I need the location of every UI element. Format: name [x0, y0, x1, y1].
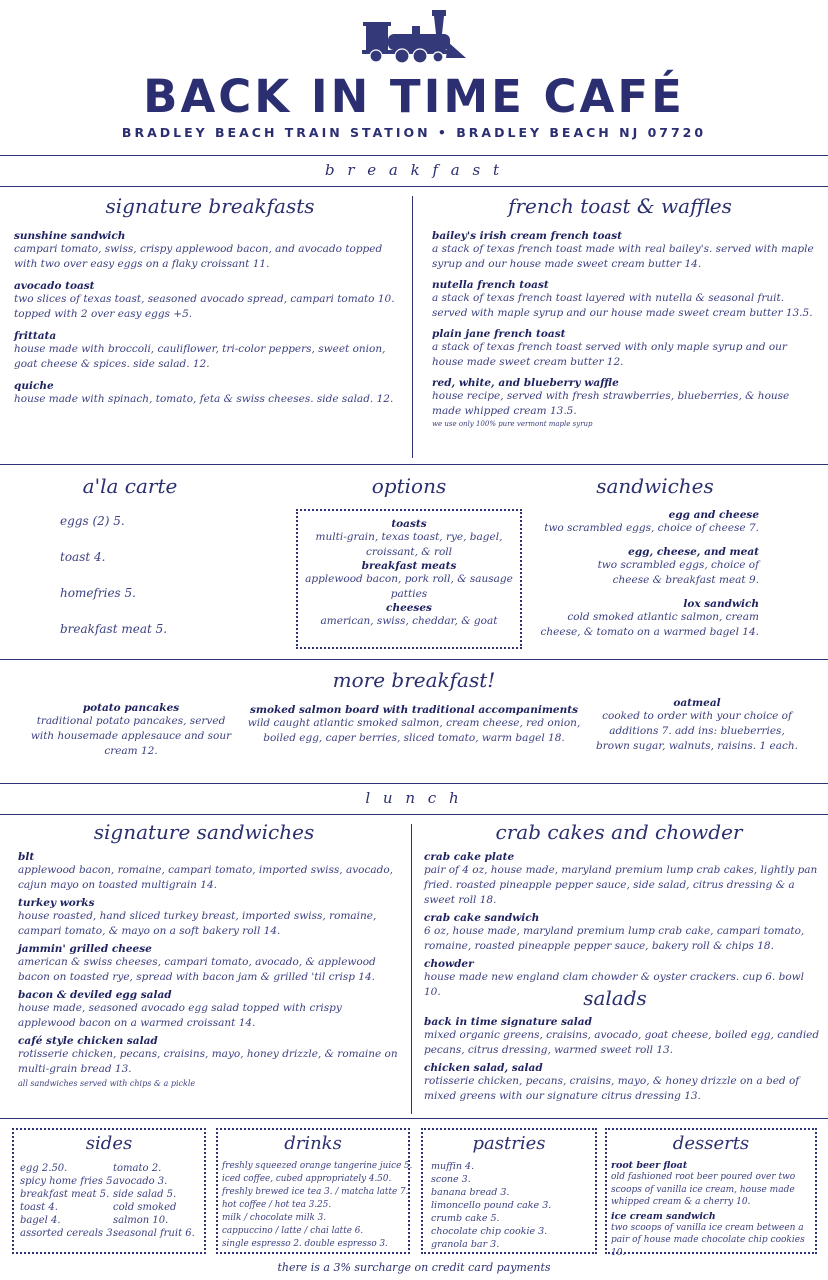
item-desc: rotisserie chicken, pecans, craisins, mayo, & honey drizzle on a bed of mixed greens with our signature citrus dressing 13. [424, 1075, 800, 1102]
item-name: chicken salad, salad [424, 1062, 543, 1074]
divider [0, 186, 828, 187]
item-desc: applewood bacon, romaine, campari tomato, imported swiss, avocado, cajun mayo on toasted multigrain 14. [18, 864, 394, 891]
a-la-carte-title: a'la carte [82, 474, 178, 498]
credit-card-surcharge-note: there is a 3% surcharge on credit card payments [277, 1261, 551, 1274]
pastry-item: limoncello pound cake 3. [431, 1200, 552, 1211]
option-group-name: toasts [391, 518, 427, 530]
item-desc: house recipe, served with fresh strawberries, blueberries, & house made whipped cream 13.5. [432, 390, 790, 417]
crab-cakes-title: crab cakes and chowder [495, 820, 743, 844]
menu-item [14, 330, 406, 372]
item-desc: pair of 4 oz, house made, maryland premium lump crab cakes, lightly pan fried. roasted pineapple pepper sauce, side salad, citrus dressing & a sweet roll 18. [424, 864, 818, 906]
signature-breakfasts-title: signature breakfasts [105, 194, 315, 218]
options-list [300, 518, 518, 629]
a-la-carte-item: breakfast meat 5. [60, 622, 168, 636]
item-desc: a stack of texas french toast served with only maple syrup and our house made sweet cream butter 12. [432, 341, 787, 368]
item-name: oatmeal [673, 697, 721, 709]
item-name: potato pancakes [82, 702, 180, 714]
side-item: cold smoked [113, 1202, 177, 1213]
item-name: ice cream sandwich [611, 1210, 716, 1222]
pastries-title: pastries [472, 1133, 546, 1154]
signature-sandwiches-list [18, 851, 398, 1088]
item-desc: two scoops of vanilla ice cream between a pair of house made chocolate chip cookies 10. [611, 1222, 805, 1258]
drinks-title: drinks [284, 1133, 342, 1154]
item-name: red, white, and blueberry waffle [432, 377, 619, 389]
menu-item [14, 230, 406, 272]
side-item: avocado 3. [113, 1176, 168, 1187]
menu-item [18, 851, 398, 893]
item-desc: a stack of texas french toast layered with nutella & seasonal fruit. served with maple syrup and our house made sweet cream butter 13.5. [432, 292, 813, 319]
pastry-item: scone 3. [431, 1174, 471, 1185]
item-name: plain jane french toast [432, 328, 566, 340]
menu-item [18, 1035, 398, 1077]
item-name: frittata [14, 330, 57, 342]
drink-item: iced coffee, cubed appropriately 4.50. [222, 1174, 392, 1184]
item-desc: two scrambled eggs, choice of cheese & breakfast meat 9. [597, 559, 759, 586]
sides-col-1 [20, 1162, 116, 1240]
column-divider [412, 196, 413, 458]
item-name: café style chicken salad [18, 1035, 158, 1047]
more-breakfast-title: more breakfast! [332, 668, 496, 692]
pastry-item: banana bread 3. [431, 1187, 510, 1198]
item-name: egg and cheese [668, 509, 759, 521]
menu-item [432, 279, 818, 321]
item-name: bacon & deviled egg salad [18, 989, 172, 1001]
pastry-item: crumb cake 5. [431, 1213, 500, 1224]
train-locomotive-icon [360, 8, 470, 64]
drink-item: hot coffee / hot tea 3.25. [222, 1200, 332, 1210]
item-name: nutella french toast [432, 279, 549, 291]
drink-item: freshly squeezed orange tangerine juice 5. [222, 1161, 413, 1171]
french-toast-list [432, 230, 818, 428]
a-la-carte-item: homefries 5. [60, 586, 136, 600]
maple-syrup-note: we use only 100% pure vermont maple syrup [432, 420, 593, 428]
item-desc: house made with spinach, tomato, feta & swiss cheeses. side salad. 12. [14, 393, 394, 405]
item-desc: house roasted, hand sliced turkey breast, imported swiss, romaine, campari tomato, & mayo on a soft bakery roll 14. [18, 910, 377, 937]
menu-item [14, 380, 406, 407]
divider [0, 155, 828, 156]
item-desc: traditional potato pancakes, served with housemade applesauce and sour cream 12. [30, 715, 232, 757]
side-item: seasonal fruit 6. [113, 1228, 195, 1239]
a-la-carte-item: eggs (2) 5. [60, 514, 125, 528]
french-toast-title: french toast & waffles [508, 194, 732, 218]
side-item: toast 4. [20, 1202, 58, 1213]
menu-item [18, 943, 398, 985]
sandwiches-title: sandwiches [596, 474, 714, 498]
menu-item [14, 280, 406, 322]
pastry-item: muffin 4. [431, 1161, 475, 1172]
item-name: quiche [14, 380, 54, 392]
divider [0, 464, 828, 465]
item-desc: cooked to order with your choice of additions 7. add ins: blueberries, brown sugar, walnuts, raisins. 1 each. [596, 710, 798, 752]
item-desc: cold smoked atlantic salmon, cream cheese, & tomato on a warmed bagel 14. [540, 611, 759, 638]
pastries-list [431, 1160, 595, 1251]
item-name: crab cake plate [424, 851, 515, 863]
menu-item [432, 328, 818, 370]
menu-item [540, 598, 759, 640]
menu-item [424, 912, 822, 954]
item-name: jammin' grilled cheese [18, 943, 152, 955]
sandwiches-list [540, 509, 759, 640]
menu-item [432, 377, 818, 419]
item-desc: two slices of texas toast, seasoned avocado spread, campari tomato 10. topped with 2 over easy eggs +5. [14, 293, 395, 320]
item-name: chowder [424, 958, 474, 970]
divider [0, 814, 828, 815]
item-desc: house made new england clam chowder & oyster crackers. cup 6. bowl 10. [424, 971, 805, 998]
desserts-list [611, 1160, 814, 1259]
item-name: turkey works [18, 897, 95, 909]
drink-item: cappuccino / latte / chai latte 6. [222, 1226, 364, 1236]
item-name: lox sandwich [683, 598, 759, 610]
item-desc: house made, seasoned avocado egg salad topped with crispy applewood bacon on a warmed croissant 14. [18, 1002, 342, 1029]
item-desc: american & swiss cheeses, campari tomato, avocado, & applewood bacon on toasted rye, spread with bacon jam & grilled 'til crisp 14. [18, 956, 376, 983]
drink-item: freshly brewed ice tea 3. / matcha latte 7. [222, 1187, 409, 1197]
pastry-item: chocolate chip cookie 3. [431, 1226, 548, 1237]
menu-item [18, 989, 398, 1031]
item-name: root beer float [611, 1160, 688, 1171]
cafe-title: BACK IN TIME CAFÉ [143, 70, 685, 123]
item-desc: old fashioned root beer poured over two scoops of vanilla ice cream, house made whipped cream & a cherry 10. [611, 1172, 796, 1207]
option-group-name: cheeses [386, 602, 432, 614]
item-desc: rotisserie chicken, pecans, craisins, mayo, honey drizzle, & romaine on multi-grain bread 13. [18, 1048, 398, 1075]
side-item: side salad 5. [113, 1189, 177, 1200]
side-item: spicy home fries 5. [20, 1176, 116, 1187]
item-desc: two scrambled eggs, choice of cheese 7. [544, 522, 759, 534]
side-item: bagel 4. [20, 1215, 61, 1226]
side-item: breakfast meat 5. [20, 1189, 110, 1200]
breakfast-section-label: b r e a k f a s t [324, 161, 504, 179]
side-item: egg 2.50. [20, 1163, 68, 1174]
crab-cakes-list [424, 851, 822, 1000]
item-desc: campari tomato, swiss, crispy applewood bacon, and avocado topped with two over easy eggs on a flaky croissant 11. [14, 243, 383, 270]
sides-title: sides [85, 1133, 133, 1154]
column-divider [411, 824, 412, 1114]
item-name: egg, cheese, and meat [628, 546, 759, 558]
menu-item [611, 1211, 814, 1260]
lunch-section-label: l u n c h [365, 789, 463, 807]
menu-item [611, 1160, 814, 1209]
side-item: tomato 2. [113, 1163, 162, 1174]
sides-col-2 [113, 1162, 203, 1240]
option-group-name: breakfast meats [361, 560, 457, 572]
menu-item [18, 897, 398, 939]
side-item: assorted cereals 3. [20, 1228, 116, 1239]
item-desc: a stack of texas french toast made with real bailey's. served with maple syrup and our house made sweet cream butter 14. [432, 243, 814, 270]
salads-title: salads [583, 986, 647, 1010]
sandwich-note: all sandwiches served with chips & a pickle [18, 1079, 196, 1088]
item-name: back in time signature salad [424, 1016, 592, 1028]
desserts-title: desserts [672, 1133, 750, 1154]
menu-item [432, 230, 818, 272]
a-la-carte-item: toast 4. [60, 550, 106, 564]
signature-sandwiches-title: signature sandwiches [93, 820, 315, 844]
options-title: options [371, 474, 447, 498]
option-group-desc: multi-grain, texas toast, rye, bagel, croissant, & roll [315, 531, 503, 558]
pastry-item: granola bar 3. [431, 1239, 500, 1250]
menu-item [540, 509, 759, 536]
item-name: blt [18, 851, 35, 863]
item-name: crab cake sandwich [424, 912, 540, 924]
side-item: salmon 10. [113, 1215, 169, 1226]
more-breakfast-item [246, 704, 582, 746]
more-breakfast-item [592, 697, 802, 754]
salads-list [424, 1016, 822, 1104]
item-desc: wild caught atlantic smoked salmon, cream cheese, red onion, boiled egg, caper berries, sliced tomato, warm bagel 18. [247, 717, 581, 744]
drink-item: milk / chocolate milk 3. [222, 1213, 327, 1223]
divider [0, 783, 828, 784]
option-group-desc: applewood bacon, pork roll, & sausage patties [305, 573, 513, 600]
item-name: sunshine sandwich [14, 230, 126, 242]
option-group-desc: american, swiss, cheddar, & goat [320, 615, 498, 627]
drink-item: single espresso 2. double espresso 3. [222, 1239, 388, 1249]
menu-item [540, 546, 759, 588]
divider [0, 1118, 828, 1119]
signature-breakfasts-list [14, 230, 406, 407]
menu-item [424, 1016, 822, 1058]
item-desc: house made with broccoli, cauliflower, tri-color peppers, sweet onion, goat cheese & spices. side salad. 12. [14, 343, 386, 370]
item-name: bailey's irish cream french toast [432, 230, 623, 242]
menu-item [424, 851, 822, 908]
cafe-address: BRADLEY BEACH TRAIN STATION • BRADLEY BEACH NJ 07720 [121, 125, 707, 140]
divider [0, 659, 828, 660]
item-name: smoked salmon board with traditional accompaniments [249, 704, 579, 716]
item-name: avocado toast [14, 280, 95, 292]
menu-item [424, 1062, 822, 1104]
item-desc: 6 oz, house made, maryland premium lump crab cake, campari tomato, romaine, roasted pineapple pepper sauce, bakery roll & chips 18. [424, 925, 805, 952]
more-breakfast-item [30, 702, 232, 759]
drinks-list [222, 1160, 413, 1251]
item-desc: mixed organic greens, craisins, avocado, goat cheese, boiled egg, candied pecans, citrus dressing, warmed sweet roll 13. [424, 1029, 820, 1056]
